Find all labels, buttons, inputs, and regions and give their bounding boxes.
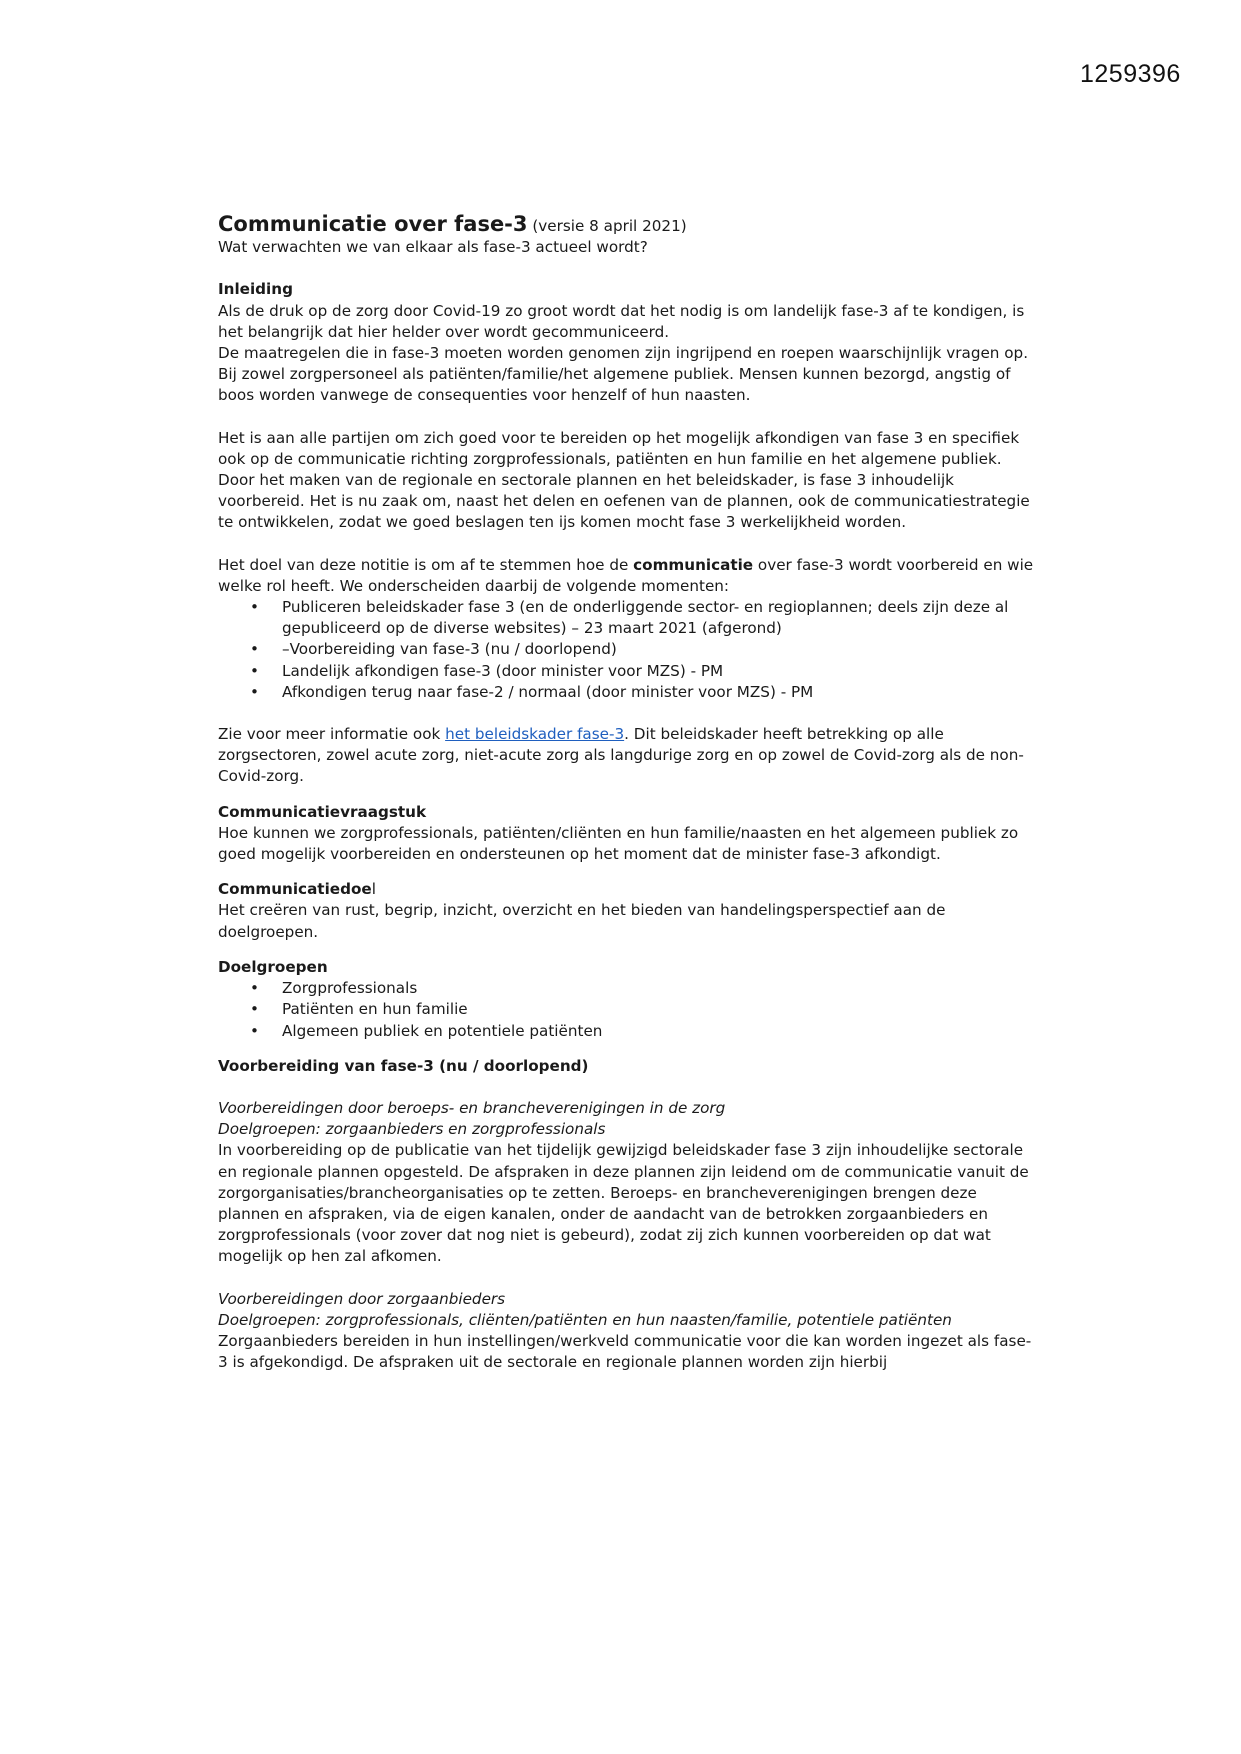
inleiding-paragraph-3: Het is aan alle partijen om zich goed voor te bereiden op het mogelijk afkondigen van fase 3 en specifiek ook op de communicatie richting zorgprofessionals, patiënten en hun familie en het algemene publiek. Door het maken van de regionale en sectorale plannen en het beleidskader, is fase 3 inhoudelijk voorbereid. Het is nu zaak om, naast het delen en oefenen van de plannen, ook de communicatiestrategie te ontwikkelen, zodat we goed beslagen ten ijs komen mocht fase 3 werkelijkheid worden. [218, 428, 1030, 532]
block2-groups [218, 1310, 1038, 1331]
inleiding-paragraph-2: De maatregelen die in fase-3 moeten worden genomen zijn ingrijpend en roepen waarschijnlijk vragen op. Bij zowel zorgpersoneel als patiënten/familie/het algemene publiek. Mensen kunnen bezorgd, angstig of boos worden vanwege de consequenties voor henzelf of hun naasten. [218, 344, 1029, 405]
list-item: • Afkondigen terug naar fase-2 / normaal (door minister voor MZS) - PM [282, 682, 1038, 703]
list-item: • Landelijk afkondigen fase-3 (door minister voor MZS) - PM [282, 661, 1038, 682]
block1-groups [218, 1119, 1038, 1140]
list-item: • Publiceren beleidskader fase 3 (en de onderliggende sector- en regioplannen; deels zijn deze al gepubliceerd op de diverse websites) – 23 maart 2021 (afgerond) [282, 597, 1038, 639]
italic-text: Doelgroepen: zorgprofessionals, cliënten/patiënten en hun naasten/familie, potentiele patiënten [218, 1310, 952, 1329]
section-heading-doel [218, 879, 1038, 900]
inleiding-paragraph-1: Als de druk op de zorg door Covid-19 zo groot wordt dat het nodig is om landelijk fase-3 af te kondigen, is het belangrijk dat hier helder over wordt gecommuniceerd. [218, 301, 1025, 341]
doel-text: Het creëren van rust, begrip, inzicht, overzicht en het bieden van handelingsperspectief aan de doelgroepen. [218, 901, 946, 941]
inleiding-paragraph-4 [218, 555, 1038, 597]
document-title: Communicatie over fase-3 [218, 212, 528, 236]
doelgroepen-list [218, 978, 1038, 1042]
heading-run: l [371, 880, 376, 899]
block2-text: Zorgaanbieders bereiden in hun instellingen/werkveld communicatie voor die kan worden ingezet als fase-3 is afgekondigd. De afspraken uit de sectorale en regionale plannen worden zijn hierbij [218, 1331, 1032, 1372]
list-item: • Algemeen publiek en potentiele patiënten [282, 1021, 1038, 1042]
bold-term: communicatie [633, 555, 754, 574]
moments-list [218, 597, 1038, 703]
vraagstuk-text: Hoe kunnen we zorgprofessionals, patiënten/cliënten en hun familie/naasten en het algemeen publiek zo goed mogelijk voorbereiden en ondersteunen op het moment dat de minister fase-3 afkondigt. [218, 823, 1019, 864]
block2-title [218, 1289, 1038, 1310]
heading-run: Communicatiedoe [218, 880, 372, 899]
list-item: • –Voorbereiding van fase-3 (nu / doorlopend) [282, 639, 1038, 660]
section-heading-inleiding: Inleiding [218, 280, 293, 299]
document-id: 1259396 [1080, 60, 1181, 88]
italic-text: Voorbereidingen door zorgaanbieders [218, 1289, 506, 1308]
document-subtitle: Wat verwachten we van elkaar als fase-3 actueel wordt? [218, 238, 648, 257]
title-line [218, 214, 1038, 237]
italic-text: Voorbereidingen door beroeps- en brancheverenigingen in de zorg [218, 1098, 726, 1117]
block1-title [218, 1098, 1038, 1119]
text-run: Zie voor meer informatie ook [218, 725, 446, 744]
text-run: . Dit beleidskader heeft betrekking op alle zorgsectoren, zowel acute zorg, niet-acute zorg als langdurige zorg en op zowel de Covid-zorg als de non-Covid-zorg. [218, 725, 1024, 786]
beleidskader-link[interactable]: het beleidskader fase-3 [445, 725, 625, 744]
text-run: Het doel van deze notitie is om af te stemmen hoe de [218, 555, 634, 574]
section-heading-voorbereiding: Voorbereiding van fase-3 (nu / doorlopend) [218, 1056, 589, 1075]
list-item: • Zorgprofessionals [282, 978, 1038, 999]
section-heading-vraagstuk: Communicatievraagstuk [218, 802, 427, 821]
inleiding-paragraph-5 [218, 724, 1038, 788]
text-run: over fase-3 wordt voorbereid en wie welke rol heeft. We onderscheiden daarbij de volgende momenten: [218, 555, 1034, 595]
document-body [218, 214, 1038, 1373]
document-version: (versie 8 april 2021) [532, 217, 687, 235]
list-item: • Patiënten en hun familie [282, 999, 1038, 1020]
italic-text: Doelgroepen: zorgaanbieders en zorgprofessionals [218, 1120, 606, 1139]
section-heading-doelgroepen: Doelgroepen [218, 957, 328, 976]
block1-text: In voorbereiding op de publicatie van het tijdelijk gewijzigd beleidskader fase 3 zijn inhoudelijke sectorale en regionale plannen opgesteld. De afspraken in deze plannen zijn leidend om de communicatie vanuit de zorgorganisaties/brancheorganisaties op te zetten. Beroeps- en brancheverenigingen brengen deze plannen en afspraken, via de eigen kanalen, onder de aandacht van de betrokken zorgaanbieders en zorgprofessionals (voor zover dat nog niet is gebeurd), zodat zij zich kunnen voorbereiden op dat wat mogelijk op hen zal afkomen. [218, 1141, 1029, 1266]
